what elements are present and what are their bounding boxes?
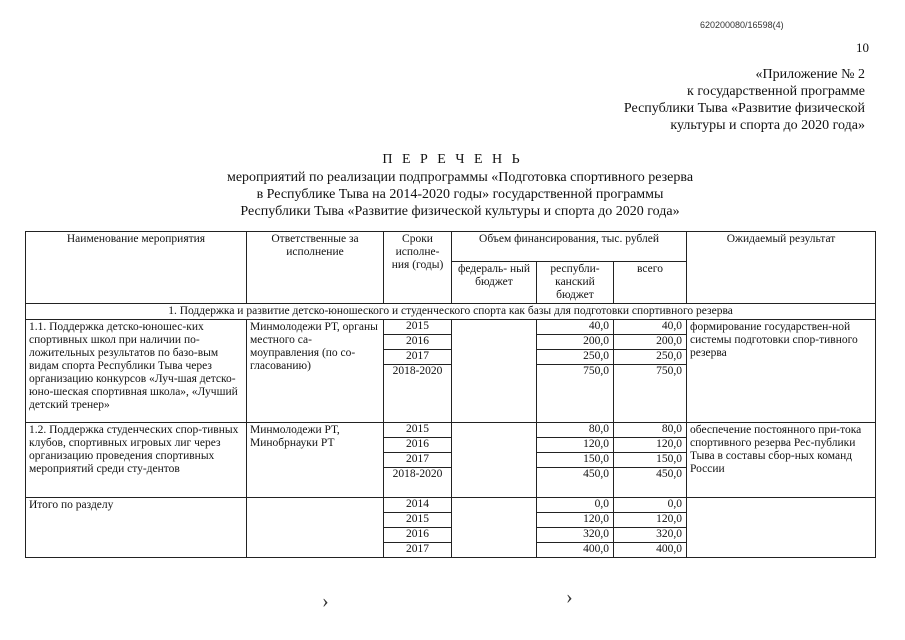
republic-cell: 450,0 [537,468,614,498]
table-row [26,320,876,335]
republic-cell: 150,0 [537,453,614,468]
measure-name: Итого по разделу [26,498,247,558]
republic-cell: 200,0 [537,335,614,350]
header-result: Ожидаемый результат [687,232,876,304]
measure-responsible: Минмолодежи РТ, Минобрнауки РТ [247,423,384,498]
subtitle-line: Республики Тыва «Развитие физической культуры и спорта до 2020 года» [240,204,680,219]
republic-cell: 250,0 [537,350,614,365]
republic-cell: 0,0 [537,498,614,513]
republic-cell: 320,0 [537,528,614,543]
year-cell: 2018-2020 [384,365,452,423]
year-cell: 2016 [384,335,452,350]
year-cell: 2017 [384,350,452,365]
total-cell: 120,0 [614,513,687,528]
header-financing: Объем финансирования, тыс. рублей [452,232,687,262]
total-cell: 250,0 [614,350,687,365]
total-cell: 750,0 [614,365,687,423]
appendix-line: к государственной программе [687,84,865,99]
measure-responsible [247,498,384,558]
total-cell: 40,0 [614,320,687,335]
page-number: 10 [856,40,869,55]
document-subtitle [110,169,810,220]
federal-cell [452,423,537,498]
republic-cell: 120,0 [537,513,614,528]
document-id: 620200080/16598(4) [700,20,784,30]
appendix-line: «Приложение № 2 [755,67,865,82]
total-cell: 320,0 [614,528,687,543]
appendix-header [565,66,865,134]
republic-cell: 120,0 [537,438,614,453]
year-cell: 2017 [384,543,452,558]
measure-responsible: Минмолодежи РТ, органы местного са-моуправления (по со-гласованию) [247,320,384,423]
year-cell: 2016 [384,438,452,453]
year-cell: 2018-2020 [384,468,452,498]
year-cell: 2017 [384,453,452,468]
year-cell: 2015 [384,513,452,528]
republic-cell: 750,0 [537,365,614,423]
scan-mark: › [566,586,573,608]
header-total: всего [614,262,687,304]
republic-cell: 80,0 [537,423,614,438]
header-name: Наименование мероприятия [26,232,247,304]
measure-result [687,498,876,558]
total-cell: 450,0 [614,468,687,498]
table-row [26,423,876,438]
measures-table [25,231,876,558]
total-cell: 120,0 [614,438,687,453]
measure-name: 1.1. Поддержка детско-юношес-ких спортивных школ при наличии по-ложительных результатов по базо-вым видам спорта Республики Тыва через организацию конкурсов «Луч-шая детско-юно-шеская спортивная школа», «Лучший детский тренер» [26,320,247,423]
appendix-line: культуры и спорта до 2020 года» [670,118,865,133]
total-cell: 0,0 [614,498,687,513]
appendix-line: Республики Тыва «Развитие физической [623,101,865,116]
total-cell: 80,0 [614,423,687,438]
year-cell: 2014 [384,498,452,513]
table-row [26,498,876,513]
document-title: П Е Р Е Ч Е Н Ь [382,152,523,167]
scan-mark: › [322,590,329,612]
header-terms: Сроки исполне- ния (годы) [384,232,452,304]
subtitle-line: мероприятий по реализации подпрограммы «Подготовка спортивного резерва [226,170,694,185]
measure-result: формирование государствен-ной системы подготовки спор-тивного резерва [687,320,876,423]
header-responsible: Ответственные за исполнение [247,232,384,304]
total-cell: 150,0 [614,453,687,468]
subtitle-line: в Республике Тыва на 2014-2020 годы» государственной программы [256,187,664,202]
federal-cell [452,320,537,423]
section-title: 1. Поддержка и развитие детско-юношеского и студенческого спорта как базы для подготовки спортивного резерва [26,304,876,320]
measure-result: обеспечение постоянного при-тока спортивного резерва Рес-публики Тыва в составы сбор-ных команд России [687,423,876,498]
total-cell: 400,0 [614,543,687,558]
year-cell: 2015 [384,423,452,438]
republic-cell: 40,0 [537,320,614,335]
year-cell: 2015 [384,320,452,335]
year-cell: 2016 [384,528,452,543]
republic-cell: 400,0 [537,543,614,558]
total-cell: 200,0 [614,335,687,350]
header-federal: федераль- ный бюджет [452,262,537,304]
federal-cell [452,498,537,558]
header-republic: республи- канский бюджет [537,262,614,304]
measure-name: 1.2. Поддержка студенческих спор-тивных клубов, спортивных игровых лиг через организацию проведения спортивных мероприятий среди сту-дентов [26,423,247,498]
